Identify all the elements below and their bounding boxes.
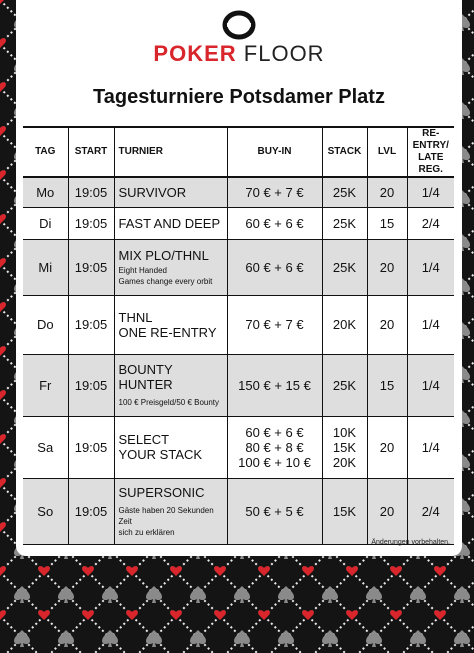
table-row (23, 416, 454, 478)
cell-start: 19:05 (68, 354, 114, 416)
header-buyin: BUY-IN (227, 127, 322, 177)
brand-wordmark-floor: FLOOR (243, 41, 325, 66)
tournament-note: Gäste haben 20 Sekunden Zeit (118, 505, 214, 526)
tournament-note: Games change every orbit (118, 276, 213, 286)
cell-start: 19:05 (68, 207, 114, 239)
tournament-name: SUPERSONIC (118, 484, 205, 500)
cell-reentry: 1/4 (421, 184, 440, 200)
cell-stack: 25K (322, 207, 367, 239)
cell-stack: 25K (322, 239, 367, 295)
cell-tournament (114, 354, 227, 416)
cell-lvl: 20 (367, 295, 407, 354)
cell-reentry: 1/4 (421, 377, 440, 393)
header-reentry-line2: LATE REG. (418, 152, 444, 175)
tournament-name: BOUNTY HUNTER (118, 362, 173, 392)
cell-day: Di (23, 207, 68, 239)
cell-tournament (114, 207, 227, 239)
tournament-name: SURVIVOR (118, 184, 187, 200)
tournament-note: Eight Handed (118, 265, 167, 275)
stack-option: 20K (332, 454, 357, 470)
cell-day: Sa (23, 416, 68, 478)
cell-lvl: 20 (367, 177, 407, 207)
cell-start: 19:05 (68, 177, 114, 207)
cell-start: 19:05 (68, 416, 114, 478)
cell-lvl: 20 (367, 416, 407, 478)
table-row (23, 239, 454, 295)
tournament-name-line2: YOUR STACK (118, 447, 203, 462)
table-row (23, 354, 454, 416)
disclaimer-footnote: Änderungen vorbehalten. (371, 539, 450, 546)
cell-day: So (23, 478, 68, 544)
cell-stack: 20K (322, 295, 367, 354)
tournament-name: SELECT (118, 432, 170, 447)
stack-option: 15K (332, 439, 357, 455)
tournament-name: FAST AND DEEP (118, 215, 221, 231)
header-lvl: LVL (367, 127, 407, 177)
cell-buyin: 50 € + 5 € (227, 478, 322, 544)
header-day: TAG (23, 127, 68, 177)
cell-reentry: 1/4 (421, 259, 440, 275)
cell-buyin: 60 € + 6 € (227, 207, 322, 239)
cell-start: 19:05 (68, 239, 114, 295)
table-header-row (23, 127, 454, 177)
cell-stack: 15K (322, 478, 367, 544)
header-stack: STACK (322, 127, 367, 177)
cell-stack: 25K (322, 177, 367, 207)
buyin-option: 60 € + 6 € (245, 424, 304, 440)
tournament-schedule-table (23, 126, 454, 545)
pokerfloor-ring-logo-icon (222, 10, 256, 40)
cell-lvl: 15 (367, 354, 407, 416)
cell-tournament (114, 416, 227, 478)
tournament-name: MIX PLO/THNL (118, 247, 209, 263)
cell-stack (322, 416, 367, 478)
stack-option: 10K (332, 424, 357, 440)
cell-start: 19:05 (68, 478, 114, 544)
cell-lvl: 15 (367, 207, 407, 239)
cell-day: Do (23, 295, 68, 354)
cell-buyin: 70 € + 7 € (227, 295, 322, 354)
buyin-option: 80 € + 8 € (245, 439, 304, 455)
cell-tournament (114, 295, 227, 354)
cell-day: Fr (23, 354, 68, 416)
cell-buyin (227, 416, 322, 478)
cell-day: Mo (23, 177, 68, 207)
tournament-note: sich zu erklären (118, 527, 175, 537)
cell-buyin: 70 € + 7 € (227, 177, 322, 207)
cell-buyin: 150 € + 15 € (227, 354, 322, 416)
table-row (23, 478, 454, 544)
cell-reentry: 1/4 (421, 439, 440, 455)
table-row (23, 295, 454, 354)
tournament-note: 100 € Preisgeld/50 € Bounty (118, 398, 220, 407)
brand-wordmark (16, 42, 462, 66)
brand-logo (16, 10, 462, 66)
cell-tournament (114, 478, 227, 544)
tournament-name: THNL (118, 309, 153, 325)
cell-day: Mi (23, 239, 68, 295)
cell-stack: 25K (322, 354, 367, 416)
cell-reentry: 2/4 (421, 503, 440, 519)
cell-lvl: 20 (367, 478, 407, 544)
cell-lvl: 20 (367, 239, 407, 295)
header-tournament: TURNIER (114, 127, 227, 177)
cell-reentry: 1/4 (421, 317, 440, 332)
brand-wordmark-poker: POKER (153, 41, 237, 66)
cell-start: 19:05 (68, 295, 114, 354)
cell-tournament (114, 177, 227, 207)
schedule-card (16, 0, 462, 556)
cell-reentry: 2/4 (421, 215, 440, 231)
cell-tournament (114, 239, 227, 295)
table-row (23, 177, 454, 207)
cell-buyin: 60 € + 6 € (227, 239, 322, 295)
page-title: Tagesturniere Potsdamer Platz (93, 86, 385, 108)
buyin-option: 100 € + 10 € (238, 454, 311, 470)
header-start: START (68, 127, 114, 177)
table-row (23, 207, 454, 239)
tournament-name-line2: ONE RE-ENTRY (118, 324, 217, 340)
header-reentry-line1: RE-ENTRY/ (412, 128, 449, 151)
header-reentry (407, 127, 454, 177)
